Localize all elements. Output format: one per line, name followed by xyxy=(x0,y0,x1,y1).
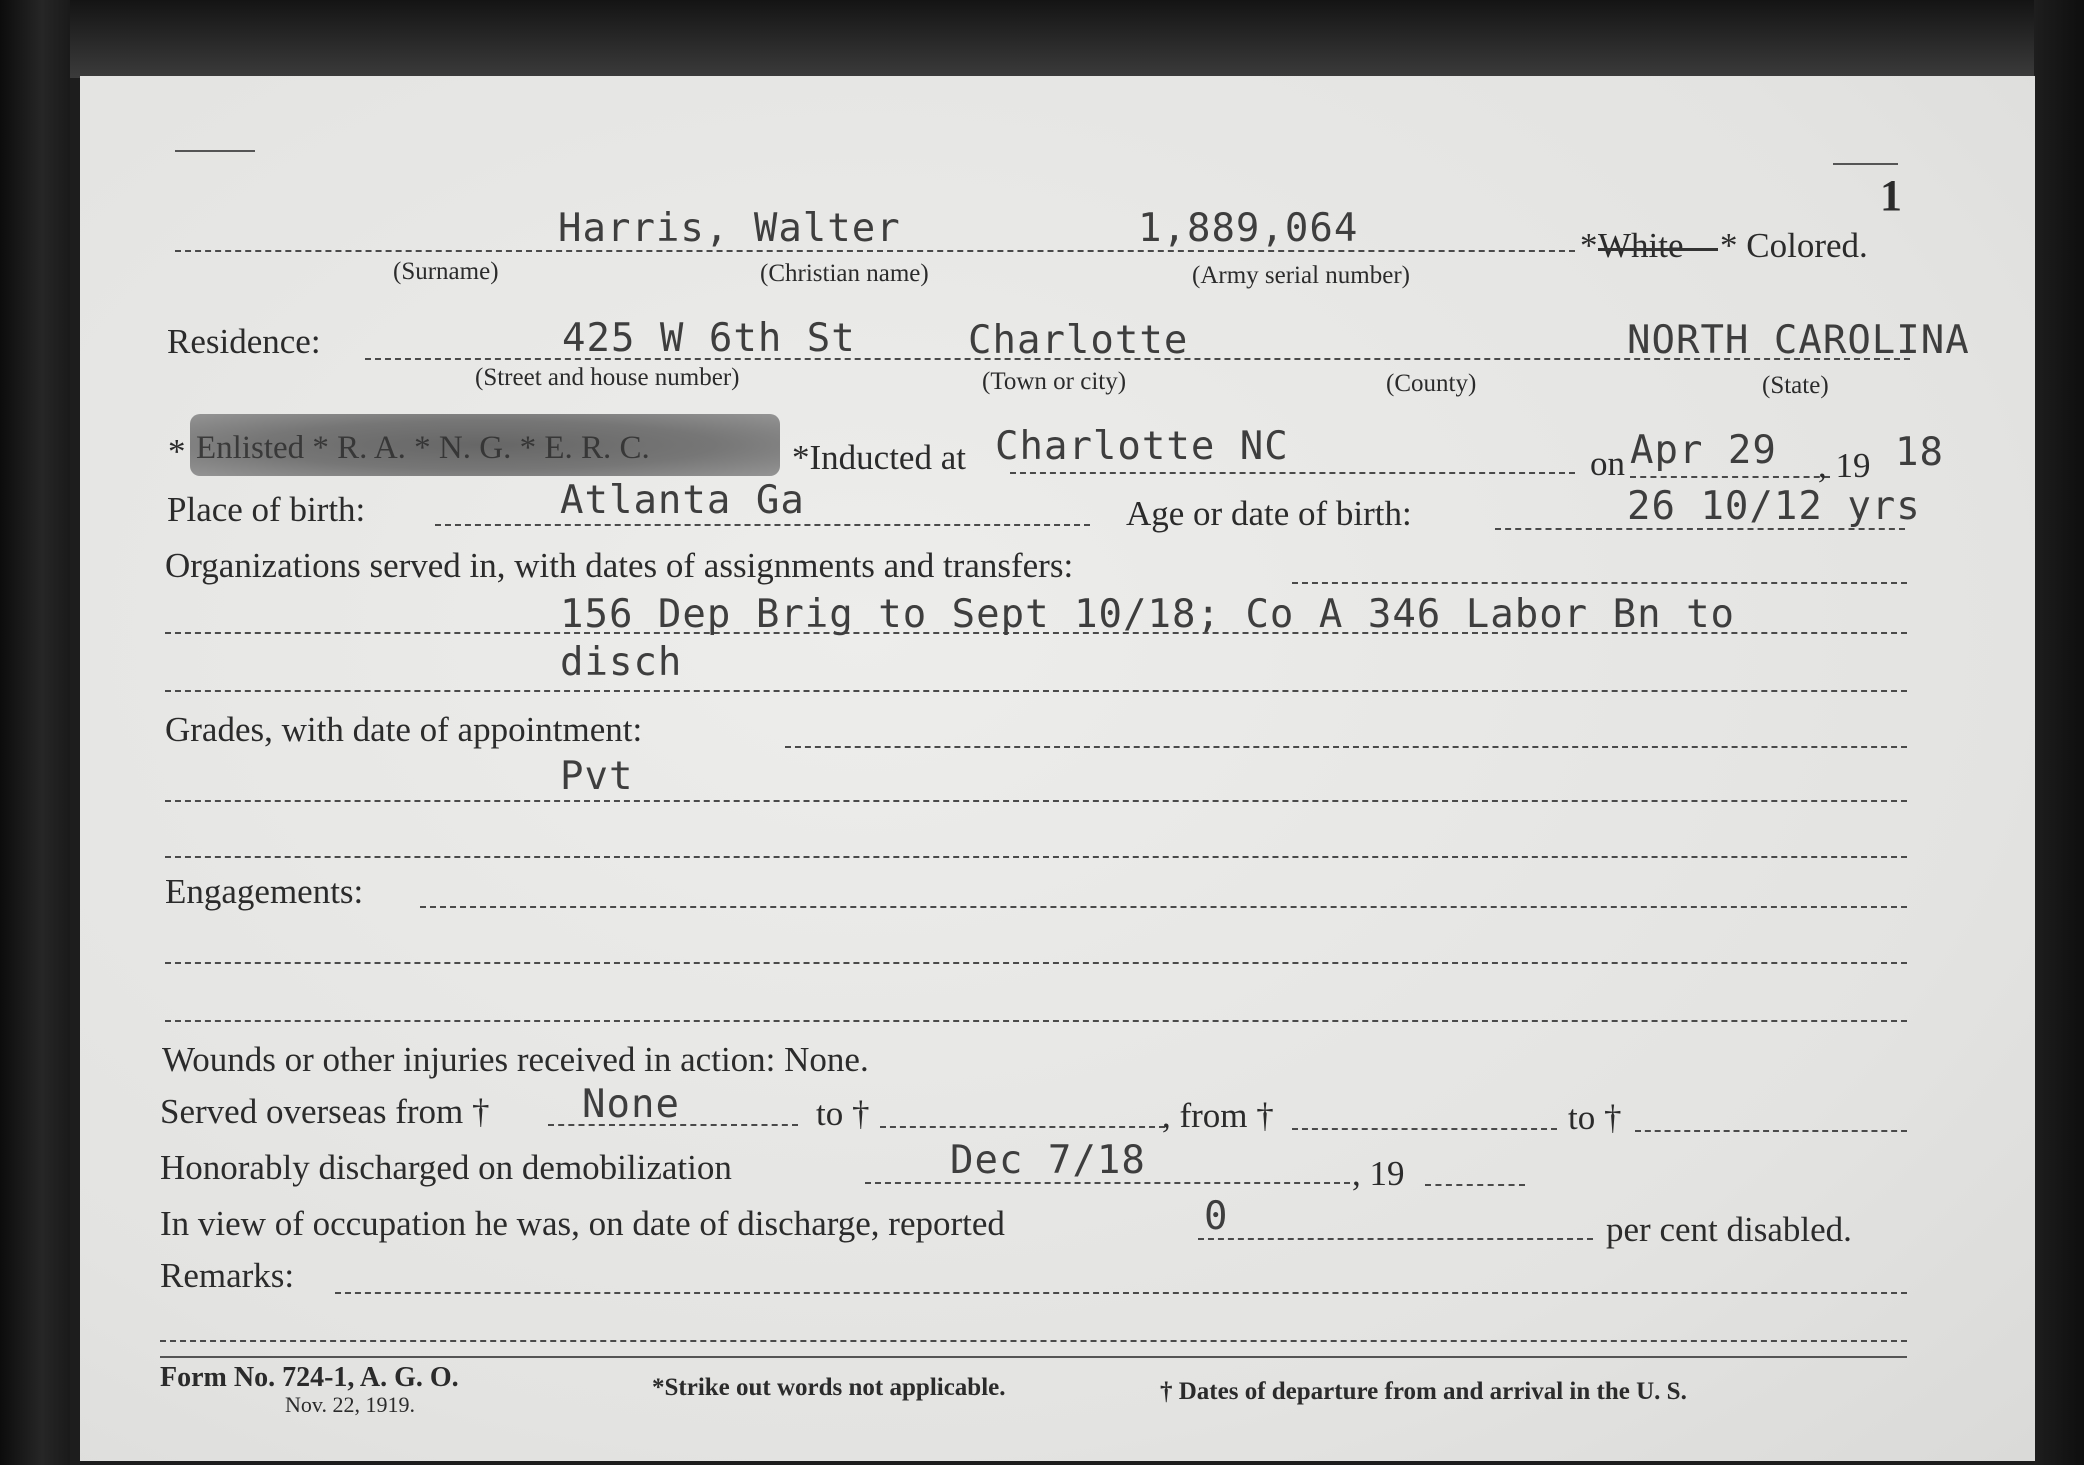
enlisted-asterisk: * xyxy=(168,432,186,471)
organizations-line-2 xyxy=(165,690,1907,692)
serial-caption: (Army serial number) xyxy=(1192,262,1410,289)
scan-background-right xyxy=(2034,0,2084,1465)
organizations-label: Organizations served in, with dates of assignments and transfers: xyxy=(165,546,1074,585)
overseas-second-from-label: , from † xyxy=(1162,1096,1274,1135)
enlisted-options: Enlisted * R. A. * N. G. * E. R. C. xyxy=(196,430,650,466)
scan-background-top xyxy=(0,0,2084,78)
inducted-label: *Inducted at xyxy=(792,438,966,477)
colored-label: * Colored. xyxy=(1720,226,1868,265)
county-caption: (County) xyxy=(1386,370,1477,397)
overseas-second-from-line xyxy=(1292,1128,1557,1130)
service-record-card xyxy=(80,76,2035,1461)
organizations-line-0 xyxy=(1292,582,1907,584)
inducted-place: Charlotte NC xyxy=(995,424,1289,469)
age-label: Age or date of birth: xyxy=(1126,494,1412,533)
discharged-year-line xyxy=(1425,1184,1525,1186)
footer-rule xyxy=(160,1356,1907,1358)
disabled-suffix: per cent disabled. xyxy=(1606,1210,1852,1249)
overseas-to-label: to † xyxy=(816,1094,870,1133)
overseas-to-line xyxy=(880,1126,1165,1128)
inducted-date: Apr 29 xyxy=(1630,428,1777,473)
footnote-strike-out: *Strike out words not applicable. xyxy=(652,1374,1006,1401)
engagements-line-0 xyxy=(420,906,1907,908)
overseas-second-to-line xyxy=(1635,1130,1907,1132)
remarks-label: Remarks: xyxy=(160,1256,295,1295)
on-label: on xyxy=(1590,444,1625,483)
card-number: 1 xyxy=(1880,171,1902,220)
engagements-label: Engagements: xyxy=(165,872,364,911)
form-date: Nov. 22, 1919. xyxy=(285,1392,415,1417)
remarks-line-1 xyxy=(160,1340,1907,1342)
corner-rule xyxy=(175,150,255,152)
residence-town: Charlotte xyxy=(968,318,1189,363)
white-strikeout xyxy=(1598,248,1718,251)
organizations-entry-2: disch xyxy=(560,640,683,685)
residence-label: Residence: xyxy=(167,322,321,361)
state-caption: (State) xyxy=(1762,372,1829,399)
white-label: White xyxy=(1598,226,1684,265)
surname-caption: (Surname) xyxy=(393,258,499,285)
place-of-birth: Atlanta Ga xyxy=(560,478,805,523)
place-of-birth-line xyxy=(435,524,1090,526)
disabled-value: 0 xyxy=(1204,1194,1229,1239)
number-rule xyxy=(1833,163,1898,165)
overseas-from-value: None xyxy=(582,1082,680,1127)
form-number: Form No. 724-1, A. G. O. xyxy=(160,1362,459,1393)
surname-christian-name: Harris, Walter xyxy=(558,206,901,251)
grades-line-1 xyxy=(165,800,1907,802)
overseas-second-to-label: to † xyxy=(1568,1098,1622,1137)
town-caption: (Town or city) xyxy=(982,368,1127,395)
overseas-label: Served overseas from † xyxy=(160,1092,490,1131)
inducted-year-suffix: 18 xyxy=(1895,430,1944,475)
discharged-year-prefix: , 19 xyxy=(1352,1154,1405,1193)
grades-label: Grades, with date of appointment: xyxy=(165,710,643,749)
discharged-date: Dec 7/18 xyxy=(950,1138,1146,1183)
footnote-dates: † Dates of departure from and arrival in the U. S. xyxy=(1160,1378,1687,1405)
residence-state: NORTH CAROLINA xyxy=(1627,318,1970,363)
residence-street: 425 W 6th St xyxy=(562,316,856,361)
grades-line-0 xyxy=(785,746,1907,748)
engagements-line-2 xyxy=(165,1020,1907,1022)
white-asterisk: * xyxy=(1580,226,1598,265)
occupation-label: In view of occupation he was, on date of discharge, reported xyxy=(160,1204,1005,1243)
grades-line-2 xyxy=(165,856,1907,858)
street-caption: (Street and house number) xyxy=(475,364,740,391)
grade-value: Pvt xyxy=(560,754,634,799)
age-value: 26 10/12 yrs xyxy=(1627,484,1921,529)
engagements-line-1 xyxy=(165,962,1907,964)
discharged-label: Honorably discharged on demobilization xyxy=(160,1148,732,1187)
organizations-entry-1: 156 Dep Brig to Sept 10/18; Co A 346 Labor Bn to xyxy=(560,592,1736,637)
place-of-birth-label: Place of birth: xyxy=(167,490,366,529)
inducted-date-line xyxy=(1630,476,1830,478)
inducted-place-line xyxy=(1010,472,1575,474)
remarks-line-0 xyxy=(335,1292,1907,1294)
army-serial-number: 1,889,064 xyxy=(1138,206,1359,251)
disabled-line xyxy=(1198,1238,1593,1240)
inducted-year-prefix: , 19 xyxy=(1818,446,1871,485)
christian-name-caption: (Christian name) xyxy=(760,260,929,287)
wounds-label: Wounds or other injuries received in action: None. xyxy=(162,1040,869,1079)
scan-background-left xyxy=(0,0,70,1465)
